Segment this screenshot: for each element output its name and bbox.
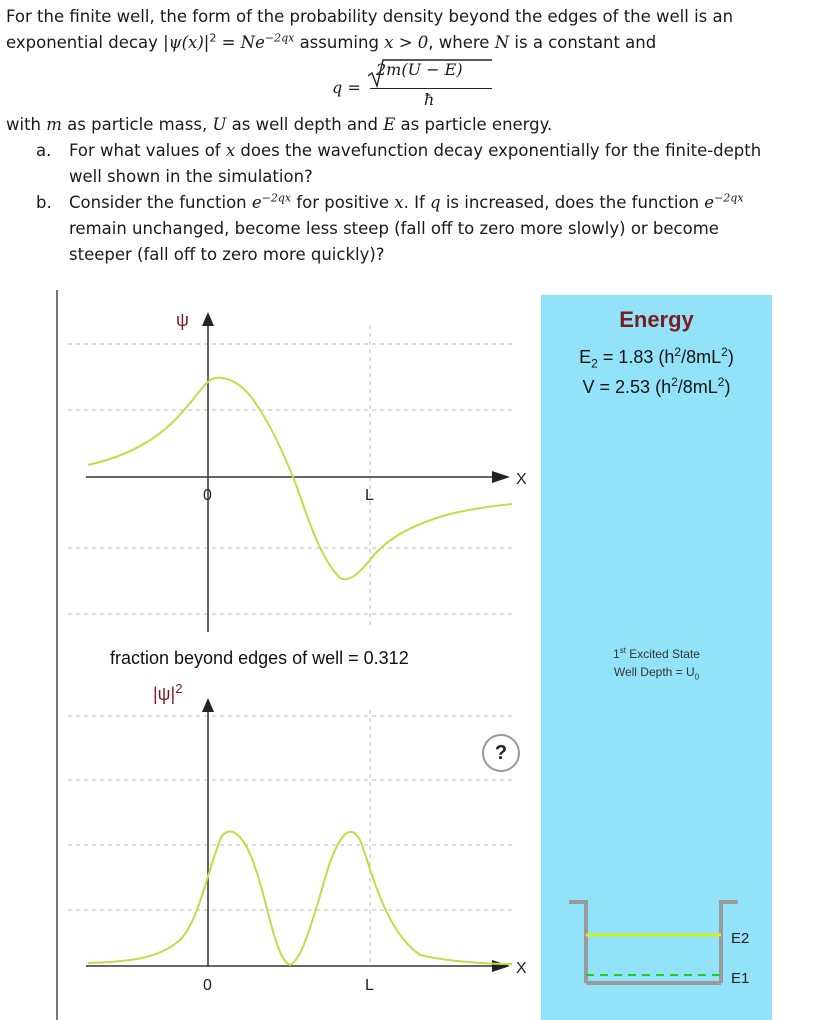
energy-title: Energy	[619, 307, 694, 332]
prob-plot	[86, 698, 527, 994]
state-name: 1st Excited State	[613, 646, 700, 661]
well-depth-readout: V = 2.53 $(h^2/8mL^2)$	[582, 375, 731, 397]
psi-tick-0: 0	[203, 487, 212, 504]
prob-axis-label: $|\psi|^2$	[153, 681, 183, 704]
well-left-wall	[569, 902, 586, 983]
psi-tick-L: L	[365, 487, 374, 504]
help-button[interactable]: ?	[482, 734, 520, 772]
q-formula: q = 2m(U − E) ħ	[332, 58, 502, 118]
with-line: with m as particle mass, U as well depth and E as particle energy.	[6, 115, 553, 134]
prob-tick-L: L	[365, 977, 374, 994]
fraction-beyond-edges: fraction beyond edges of well = 0.312	[110, 648, 409, 668]
intro-line-2: exponential decay $|\psi(x)|^2 = Ne^{-2qx}$ assuming x > 0, where N is a constant and	[6, 31, 657, 52]
wavefunction-curve	[88, 378, 512, 580]
energy-panel	[541, 295, 772, 1020]
prob-tick-0: 0	[203, 977, 212, 994]
level-e2-label: E2	[731, 930, 750, 947]
intro-line-1: For the finite well, the form of the probability density beyond the edges of the well is an	[6, 7, 734, 26]
psi-plot	[86, 310, 527, 632]
prob-y-arrow	[202, 698, 214, 712]
psi-x-label: X	[516, 471, 527, 488]
level-e1-label: E1	[731, 970, 750, 987]
well-diagram	[541, 295, 772, 1020]
prob-x-arrow	[492, 960, 510, 972]
prob-x-label: X	[516, 960, 527, 977]
psi-y-arrow	[202, 312, 214, 326]
well-depth-label: Well Depth = $U_0$	[613, 665, 700, 682]
probability-density-curve	[88, 831, 512, 965]
energy-e2-readout: $E_2 = 1.83$ $(h^2/8mL^2)$	[579, 345, 734, 371]
psi-x-arrow	[492, 471, 510, 483]
psi-axis-label: ψ	[176, 310, 189, 330]
